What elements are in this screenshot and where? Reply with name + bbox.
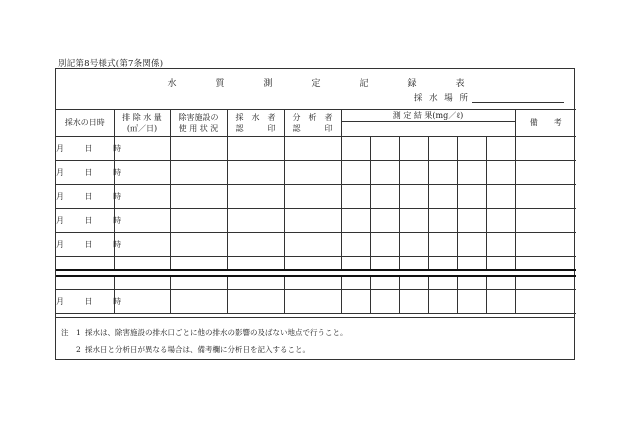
cell[interactable] (486, 233, 515, 257)
cell[interactable] (284, 276, 341, 290)
cell[interactable] (515, 137, 576, 161)
sampling-place-label: 採 水 場 所 (413, 93, 470, 104)
date-label: 月 日 時 (56, 161, 114, 185)
note-number: 2 (61, 345, 81, 354)
form-caption: 別記第8号様式(第7条関係) (58, 59, 164, 69)
data-row (56, 137, 576, 161)
cell[interactable] (284, 185, 341, 209)
cell[interactable] (428, 290, 457, 314)
cell[interactable] (284, 233, 341, 257)
cell[interactable] (486, 257, 515, 271)
cell[interactable] (114, 257, 170, 271)
cell[interactable] (370, 290, 399, 314)
cell[interactable] (370, 233, 399, 257)
cell[interactable] (515, 233, 576, 257)
blank-row (56, 257, 576, 271)
cell[interactable] (56, 276, 114, 290)
cell[interactable] (227, 290, 284, 314)
cell[interactable] (428, 209, 457, 233)
cell[interactable] (457, 257, 486, 271)
cell[interactable] (370, 257, 399, 271)
header-remarks: 備 考 (515, 110, 576, 137)
cell[interactable] (284, 209, 341, 233)
cell[interactable] (170, 233, 227, 257)
form-title: 水 質 測 定 記 録 表 (167, 79, 480, 89)
cell[interactable] (341, 161, 370, 185)
header-discharge-volume-line2: (㎥／日) (126, 123, 158, 133)
data-row (56, 161, 576, 185)
header-analyst-line1: 分 析 者 (292, 112, 333, 122)
cell[interactable] (457, 185, 486, 209)
cell[interactable] (428, 185, 457, 209)
header-results (341, 110, 515, 137)
blank-row (56, 276, 576, 290)
note-item (61, 324, 574, 341)
note-item (61, 341, 574, 358)
cell[interactable] (399, 257, 428, 271)
record-table (56, 69, 576, 314)
cell[interactable] (457, 290, 486, 314)
cell[interactable] (399, 137, 428, 161)
cell[interactable] (486, 276, 515, 290)
cell[interactable] (227, 185, 284, 209)
header-sampler-line2: 認 印 (235, 123, 276, 133)
cell[interactable] (284, 137, 341, 161)
cell[interactable] (515, 185, 576, 209)
cell[interactable] (227, 257, 284, 271)
cell[interactable] (341, 233, 370, 257)
data-row (56, 185, 576, 209)
cell[interactable] (170, 209, 227, 233)
cell[interactable] (370, 161, 399, 185)
cell[interactable] (399, 185, 428, 209)
cell[interactable] (428, 161, 457, 185)
cell[interactable] (227, 161, 284, 185)
note-text: 採水は、除害施設の排水口ごとに他の排水の影響の及ばない地点で行うこと。 (85, 328, 348, 337)
data-row (56, 209, 576, 233)
cell[interactable] (341, 209, 370, 233)
cell[interactable] (515, 257, 576, 271)
header-sampling-datetime: 採水の日時 (56, 110, 114, 137)
cell[interactable] (457, 276, 486, 290)
record-form (55, 68, 575, 360)
cell[interactable] (170, 137, 227, 161)
cell[interactable] (515, 161, 576, 185)
header-row (56, 110, 576, 137)
cell[interactable] (341, 257, 370, 271)
header-analyst-line2: 認 印 (292, 123, 333, 133)
cell[interactable] (227, 209, 284, 233)
cell[interactable] (428, 276, 457, 290)
cell[interactable] (170, 185, 227, 209)
cell[interactable] (56, 257, 114, 271)
title-block (56, 69, 576, 110)
cell[interactable] (170, 161, 227, 185)
data-row (56, 233, 576, 257)
sampling-place-field[interactable] (472, 93, 564, 103)
cell[interactable] (399, 233, 428, 257)
cell[interactable] (170, 257, 227, 271)
cell[interactable] (428, 257, 457, 271)
cell[interactable] (341, 185, 370, 209)
cell[interactable] (114, 276, 170, 290)
header-results-label: 測 定 結 果(mg／ℓ) (342, 110, 515, 122)
date-label: 月 日 時 (56, 290, 114, 314)
date-label: 月 日 時 (56, 209, 114, 233)
header-facility-line1: 除害施設の (178, 112, 219, 122)
cell[interactable] (486, 290, 515, 314)
cell[interactable] (284, 290, 341, 314)
cell[interactable] (515, 209, 576, 233)
cell[interactable] (515, 276, 576, 290)
header-discharge-volume-line1: 排 除 水 量 (122, 112, 162, 122)
cell[interactable] (227, 137, 284, 161)
header-sampler-line1: 採 水 者 (235, 112, 276, 122)
sampling-place (414, 93, 564, 103)
cell[interactable] (399, 209, 428, 233)
cell[interactable] (341, 290, 370, 314)
cell[interactable] (457, 161, 486, 185)
header-discharge-volume (114, 110, 170, 137)
note-text: 採水日と分析日が異なる場合は、備考欄に分析日を記入すること。 (85, 345, 310, 354)
notes-section (56, 317, 574, 359)
cell[interactable] (428, 137, 457, 161)
note-number: 注 1 (61, 328, 81, 337)
cell[interactable] (457, 137, 486, 161)
date-label: 月 日 時 (56, 233, 114, 257)
cell[interactable] (370, 209, 399, 233)
cell[interactable] (370, 137, 399, 161)
cell[interactable] (428, 233, 457, 257)
cell[interactable] (370, 276, 399, 290)
cell[interactable] (341, 137, 370, 161)
cell[interactable] (227, 276, 284, 290)
cell[interactable] (227, 233, 284, 257)
date-label: 月 日 時 (56, 185, 114, 209)
header-facility-line2: 使 用 状 況 (178, 123, 219, 133)
cell[interactable] (284, 161, 341, 185)
header-facility-status (170, 110, 227, 137)
cell[interactable] (170, 290, 227, 314)
cell[interactable] (170, 276, 227, 290)
cell[interactable] (399, 161, 428, 185)
cell[interactable] (399, 290, 428, 314)
cell[interactable] (457, 233, 486, 257)
cell[interactable] (515, 290, 576, 314)
cell[interactable] (341, 276, 370, 290)
data-row (56, 290, 576, 314)
cell[interactable] (486, 137, 515, 161)
cell[interactable] (457, 209, 486, 233)
cell[interactable] (486, 209, 515, 233)
cell[interactable] (370, 185, 399, 209)
header-sampler-seal (227, 110, 284, 137)
cell[interactable] (284, 257, 341, 271)
cell[interactable] (486, 161, 515, 185)
cell[interactable] (486, 185, 515, 209)
date-label: 月 日 時 (56, 137, 114, 161)
header-analyst-seal (284, 110, 341, 137)
cell[interactable] (399, 276, 428, 290)
